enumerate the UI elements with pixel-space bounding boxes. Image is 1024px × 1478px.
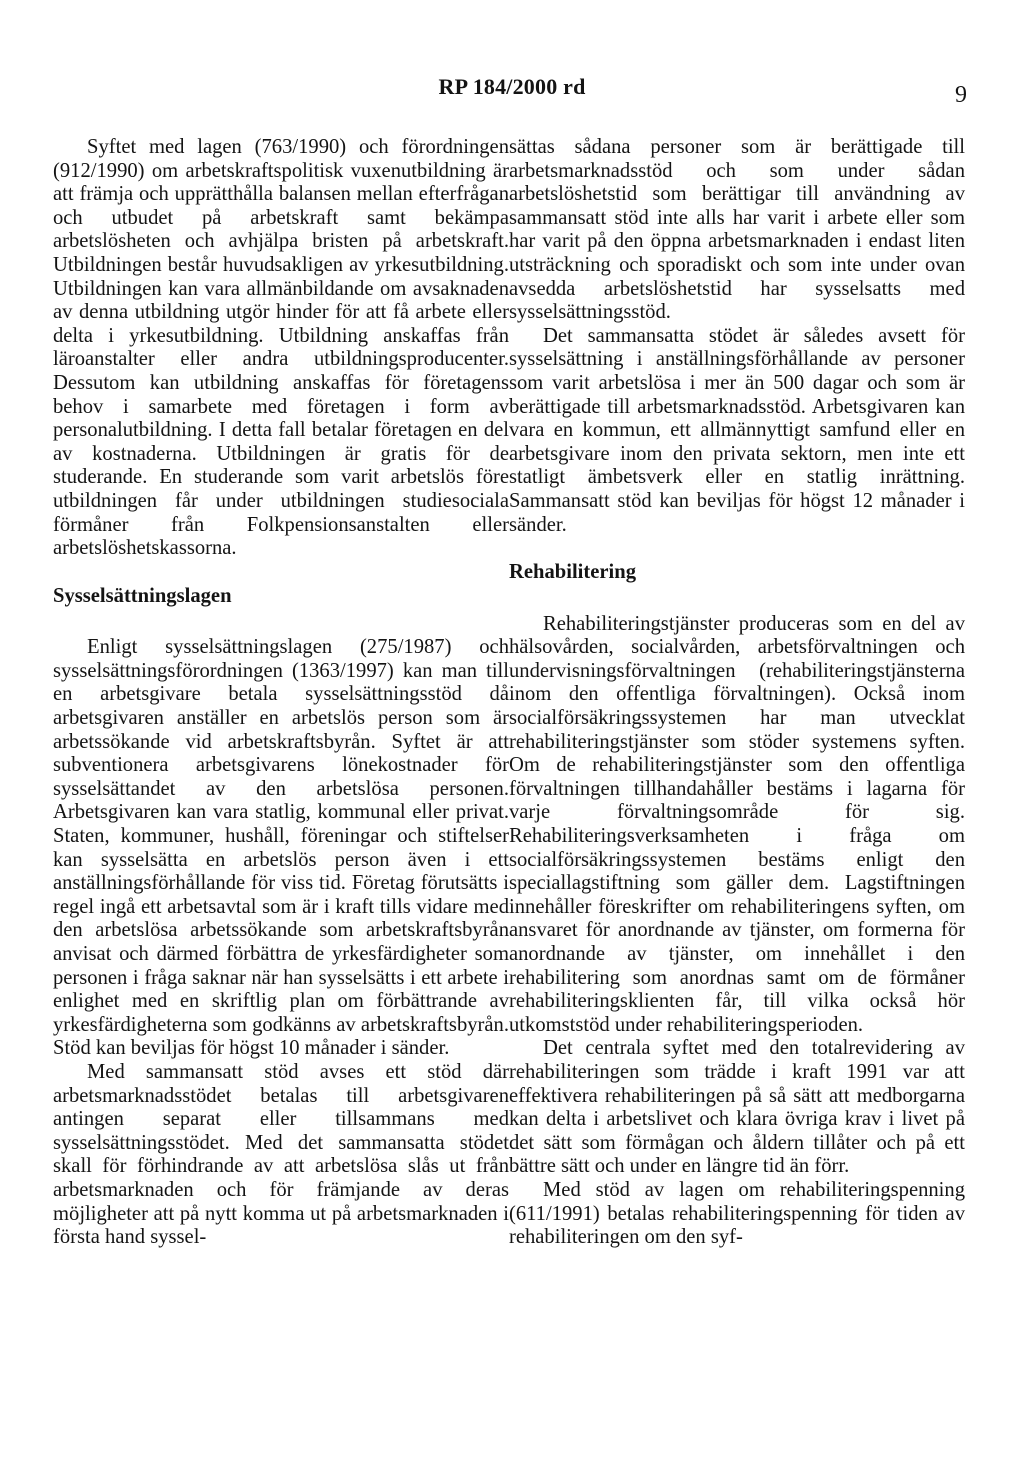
document-title: RP 184/2000 rd: [438, 74, 586, 99]
paragraph-rehabiliteringstjanster: Rehabiliteringstjänster produceras som en del av hälsovården, socialvården, arbetsförvaltningen och undervisningsförvaltningen (rehabiliteringstjänsterna inom den offentliga förvaltningen). Också inom socialförsäkringssystemen har man utvecklat rehabiliteringstjänster som stöder systemens syften. Om de rehabiliteringstjänster som den offentliga förvaltningen tillhandahåller bestäms i lagarna för varje förvaltningsområde för sig. Rehabiliteringsverksamheten i fråga om socialförsäkringssystemen bestäms enligt den speciallagstiftning som gäller dem. Lagstiftningen innehåller föreskrifter om rehabiliteringens syften, om ansvaret för anordnande av tjänster, om formerna för anordnande av tjänster, om innehållet i den rehabilitering som anordnas samt om de förmåner rehabiliteringsklienten får, till vilka också hör utkomststöd under rehabiliteringsperioden.: [509, 612, 965, 1036]
right-column: [509, 136, 965, 1250]
spacer: [509, 537, 965, 561]
paragraph-sysselsattningsstod: Enligt sysselsättningslagen (275/1987) och sysselsättningsförordningen (1363/1997) kan man till en arbetsgivare betala sysselsättningsstöd då arbetsgivaren anställer en arbetslös person som är arbetssökande vid arbetskraftsbyrån. Syftet är att subventionera arbetsgivarens lönekostnader för sysselsättandet av den arbetslösa personen. Arbetsgivaren kan vara statlig, kommunal eller privat. Staten, kommuner, hushåll, föreningar och stiftelser kan sysselsätta en arbetslös person även i ett anställningsförhållande för viss tid. Företag förutsätts i regel ingå ett arbetsavtal som är i kraft tills vidare med den arbetslösa arbetssökande som arbetskraftsbyrån anvisat och därmed förbättra de yrkesfärdigheter som personen i fråga saknar när han sysselsätts i ett arbete i enlighet med en skriftlig plan om förbättrande av yrkesfärdigheterna som godkänns av arbetskraftsbyrån. Stöd kan beviljas för högst 10 månader i sänder.: [53, 636, 509, 1060]
paragraph-rehabiliteringspenning: Med stöd av lagen om rehabiliteringspenning (611/1991) betalas rehabiliteringspenning för tiden av rehabiliteringen om den syf-: [509, 1178, 965, 1249]
spacer: [509, 585, 965, 613]
spacer: [53, 561, 509, 585]
page-number: 9: [955, 82, 967, 108]
paragraph-vuxenutbildning: Syftet med lagen (763/1990) och förordningen (912/1990) om arbetskraftspolitisk vuxenutbildning är att främja och upprätthålla balansen mellan efterfrågan och utbudet på arbetskraft samt bekämpa arbetslösheten och avhjälpa bristen på arbetskraft. Utbildningen består huvudsakligen av yrkesutbildning. Utbildningen kan vara allmänbildande om avsaknaden av denna utbildning utgör hinder för att få arbete eller delta i yrkesutbildning. Utbildning anskaffas från läroanstalter eller andra utbildningsproducenter. Dessutom kan utbildning anskaffas för företagens behov i samarbete med företagen i form av personalutbildning. I detta fall betalar företagen en del av kostnaderna. Utbildningen är gratis för de studerande. En studerande som varit arbetslös före utbildningen får under utbildningen studiesociala förmåner från Folkpensionsanstalten eller arbetslöshetskassorna.: [53, 136, 509, 560]
paragraph-totalrevidering: Det centrala syftet med den totalrevidering av rehabiliteringen som trädde i kraft 1991 var att effektivera rehabiliteringen på så sätt att medborgarna kan delta i arbetslivet och klara övriga krav i livet på det sätt som förmågan och åldern tillåter och på ett bättre sätt och under en längre tid än förr.: [509, 1037, 965, 1178]
spacer: [53, 608, 509, 636]
section-heading-rehabilitering: Rehabilitering: [509, 561, 636, 584]
section-heading-sysselsattningslagen: Sysselsättningslagen: [53, 584, 232, 607]
page-header: [0, 74, 1024, 108]
paragraph-sammansatt-stod: Med sammansatt stöd avses ett stöd där arbetsmarknadsstödet betalas till arbetsgivaren antingen separat eller tillsammans med sysselsättningsstödet. Med det sammansatta stödet skall för förhindrande av att arbetslösa slås ut från arbetsmarknaden och för främjande av deras möjligheter att på nytt komma ut på arbetsmarknaden i första hand syssel-: [53, 1060, 509, 1249]
left-column: [53, 136, 509, 1250]
paragraph-sammansatta-stodet: Det sammansatta stödet är således avsett för sysselsättning i anställningsförhållande av personer som varit arbetslösa i mer än 500 dagar och som är berättigade till arbetsmarknadsstöd. Arbetsgivaren kan vara en kommun, ett allmännyttigt samfund eller en arbetsgivare inom den privata sektorn, men inte ett statligt ämbetsverk eller en statlig inrättning. Sammansatt stöd kan beviljas för högst 12 månader i sänder.: [509, 324, 965, 536]
paragraph-continuation: sättas sådana personer som är berättigade till arbetsmarknadsstöd och som under sådan arbetslöshetstid som berättigar till användning av sammansatt stöd inte alls har varit i arbete eller som har varit på den öppna arbetsmarknaden i endast liten utsträckning och sporadiskt och som inte under ovan avsedda arbetslöshetstid har sysselsatts med sysselsättningsstöd.: [509, 136, 965, 324]
